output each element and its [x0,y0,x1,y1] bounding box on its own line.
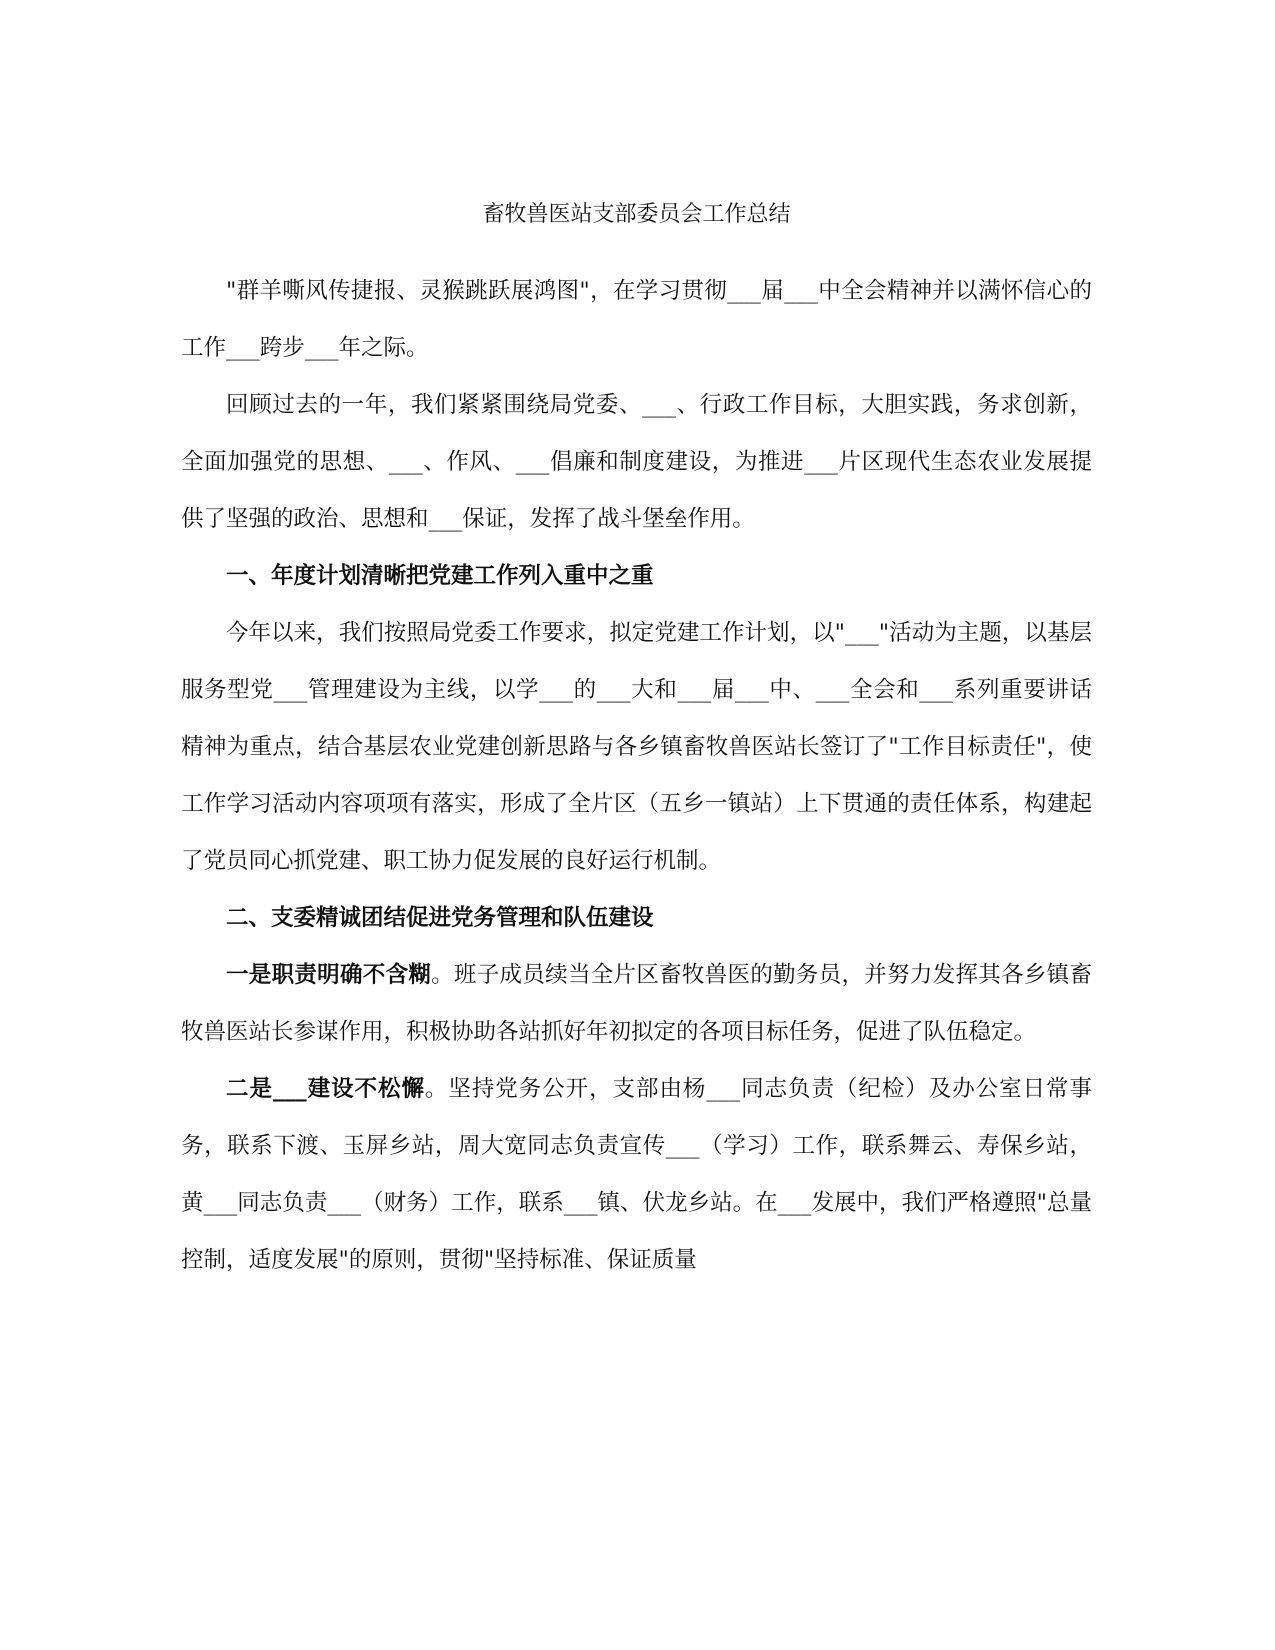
intro-paragraph-1: "群羊嘶风传捷报、灵猴跳跃展鸿图"，在学习贯彻___届___中全会精神并以满怀信心的工作___跨步___年之际。 [181,278,1092,361]
section-2-item-1 [181,947,1092,1061]
item-1-lead: 一是职责明确不含糊 [226,962,432,988]
section-1-body: 今年以来，我们按照局党委工作要求，拟定党建工作计划，以"___"活动为主题，以基层服务型党___管理建设为主线，以学___的___大和___届___中、___全会和___系列重要讲话精神为重点，结合基层农业党建创新思路与各乡镇畜牧兽医站长签订了"工作目标责任"，使工作学习活动内容项项有落实，形成了全片区（五乡一镇站）上下贯通的责任体系，构建起了党员同心抓党建、职工协力促发展的良好运行机制。 [181,620,1092,874]
intro-paragraph-2: 回顾过去的一年，我们紧紧围绕局党委、___、行政工作目标，大胆实践，务求创新，全面加强党的思想、___、作风、___倡廉和制度建设，为推进___片区现代生态农业发展提供了坚强的政治、思想和___保证，发挥了战斗堡垒作用。 [181,392,1092,532]
item-1-body: 。班子成员续当全片区畜牧兽医的勤务员，并努力发挥其各乡镇畜牧兽医站长参谋作用，积极协助各站抓好年初拟定的各项目标任务，促进了队伍稳定。 [181,962,1092,1045]
section-1-heading: 一、年度计划清晰把党建工作列入重中之重 [226,563,654,589]
document-body [181,195,1092,1289]
section-2-heading: 二、支委精诚团结促进党务管理和队伍建设 [226,905,654,931]
section-2-item-2 [181,1061,1092,1289]
document-title: 畜牧兽医站支部委员会工作总结 [482,202,791,227]
item-2-body: 。坚持党务公开，支部由杨___同志负责（纪检）及办公室日常事务，联系下渡、玉屏乡站，周大宽同志负责宣传___（学习）工作，联系舞云、寿保乡站，黄___同志负责___（财务）工作，联系___镇、伏龙乡站。在___发展中，我们严格遵照"总量控制，适度发展"的原则，贯彻"坚持标准、保证质量 [181,1076,1092,1273]
item-2-lead: 二是___建设不松懈 [226,1076,425,1102]
